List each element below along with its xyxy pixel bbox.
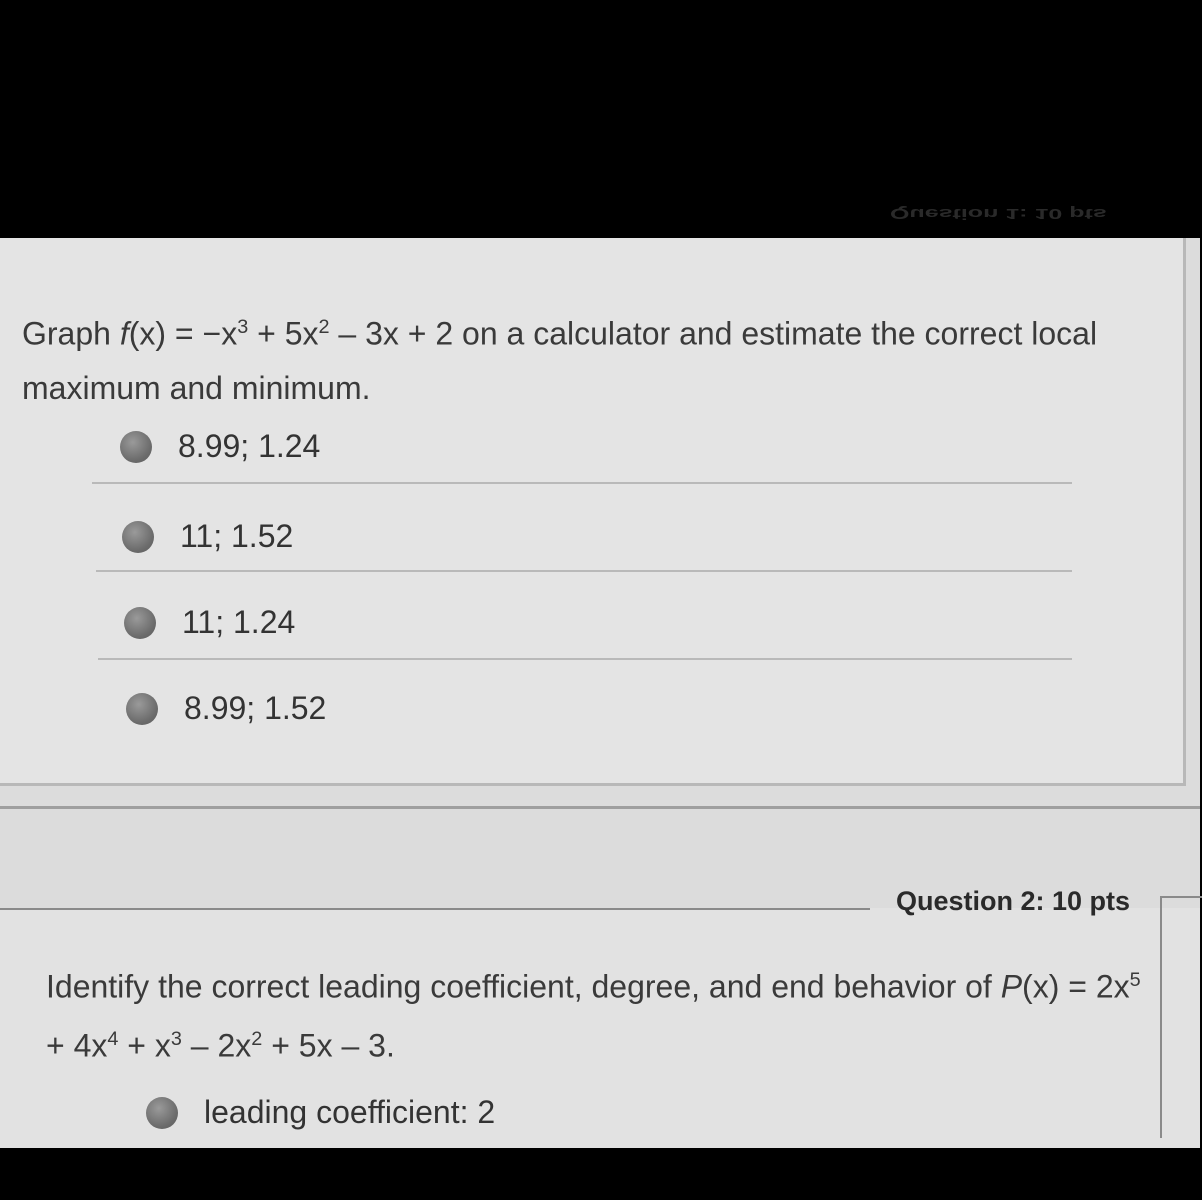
answer-option-label: 8.99; 1.24	[178, 428, 321, 464]
answer-option-1[interactable]	[146, 1094, 495, 1131]
question-1-card	[0, 205, 1186, 786]
quiz-page	[0, 205, 1200, 1140]
question-1-header: Question 1: 10 pts	[890, 205, 1107, 222]
section-divider	[0, 806, 1200, 809]
answer-option-label: 11; 1.52	[180, 518, 294, 554]
radio-button[interactable]	[120, 431, 152, 463]
question-2-prompt: Identify the correct leading coefficient, degree, and end behavior of $P(x) = 2x^5 + 4x^4 + x^3 - 2x^2 + 5x - 3$.	[46, 968, 1141, 1064]
radio-button[interactable]	[122, 521, 154, 553]
question-2-border	[1160, 896, 1202, 1138]
answer-option-label: 11; 1.24	[182, 604, 296, 640]
question-1-prompt: Graph $f(x) = -x^3 + 5x^2 - 3x + 2$ on a calculator and estimate the correct local maximum and minimum.	[22, 315, 1098, 406]
answer-option-1[interactable]	[120, 428, 320, 465]
question-2-header: Question 2: 10 pts	[896, 886, 1131, 916]
radio-button[interactable]	[146, 1097, 178, 1129]
option-divider	[98, 658, 1072, 660]
answer-option-label: leading coefficient: 2	[204, 1094, 496, 1130]
question-2-border	[0, 908, 870, 910]
answer-option-4[interactable]	[126, 690, 326, 727]
answer-option-2[interactable]	[122, 518, 293, 555]
answer-option-label: 8.99; 1.52	[184, 690, 327, 726]
radio-button[interactable]	[124, 607, 156, 639]
question-2-card	[0, 886, 1200, 1148]
option-divider	[96, 570, 1072, 572]
answer-option-3[interactable]	[124, 604, 295, 641]
radio-button[interactable]	[126, 693, 158, 725]
option-divider	[92, 482, 1072, 484]
